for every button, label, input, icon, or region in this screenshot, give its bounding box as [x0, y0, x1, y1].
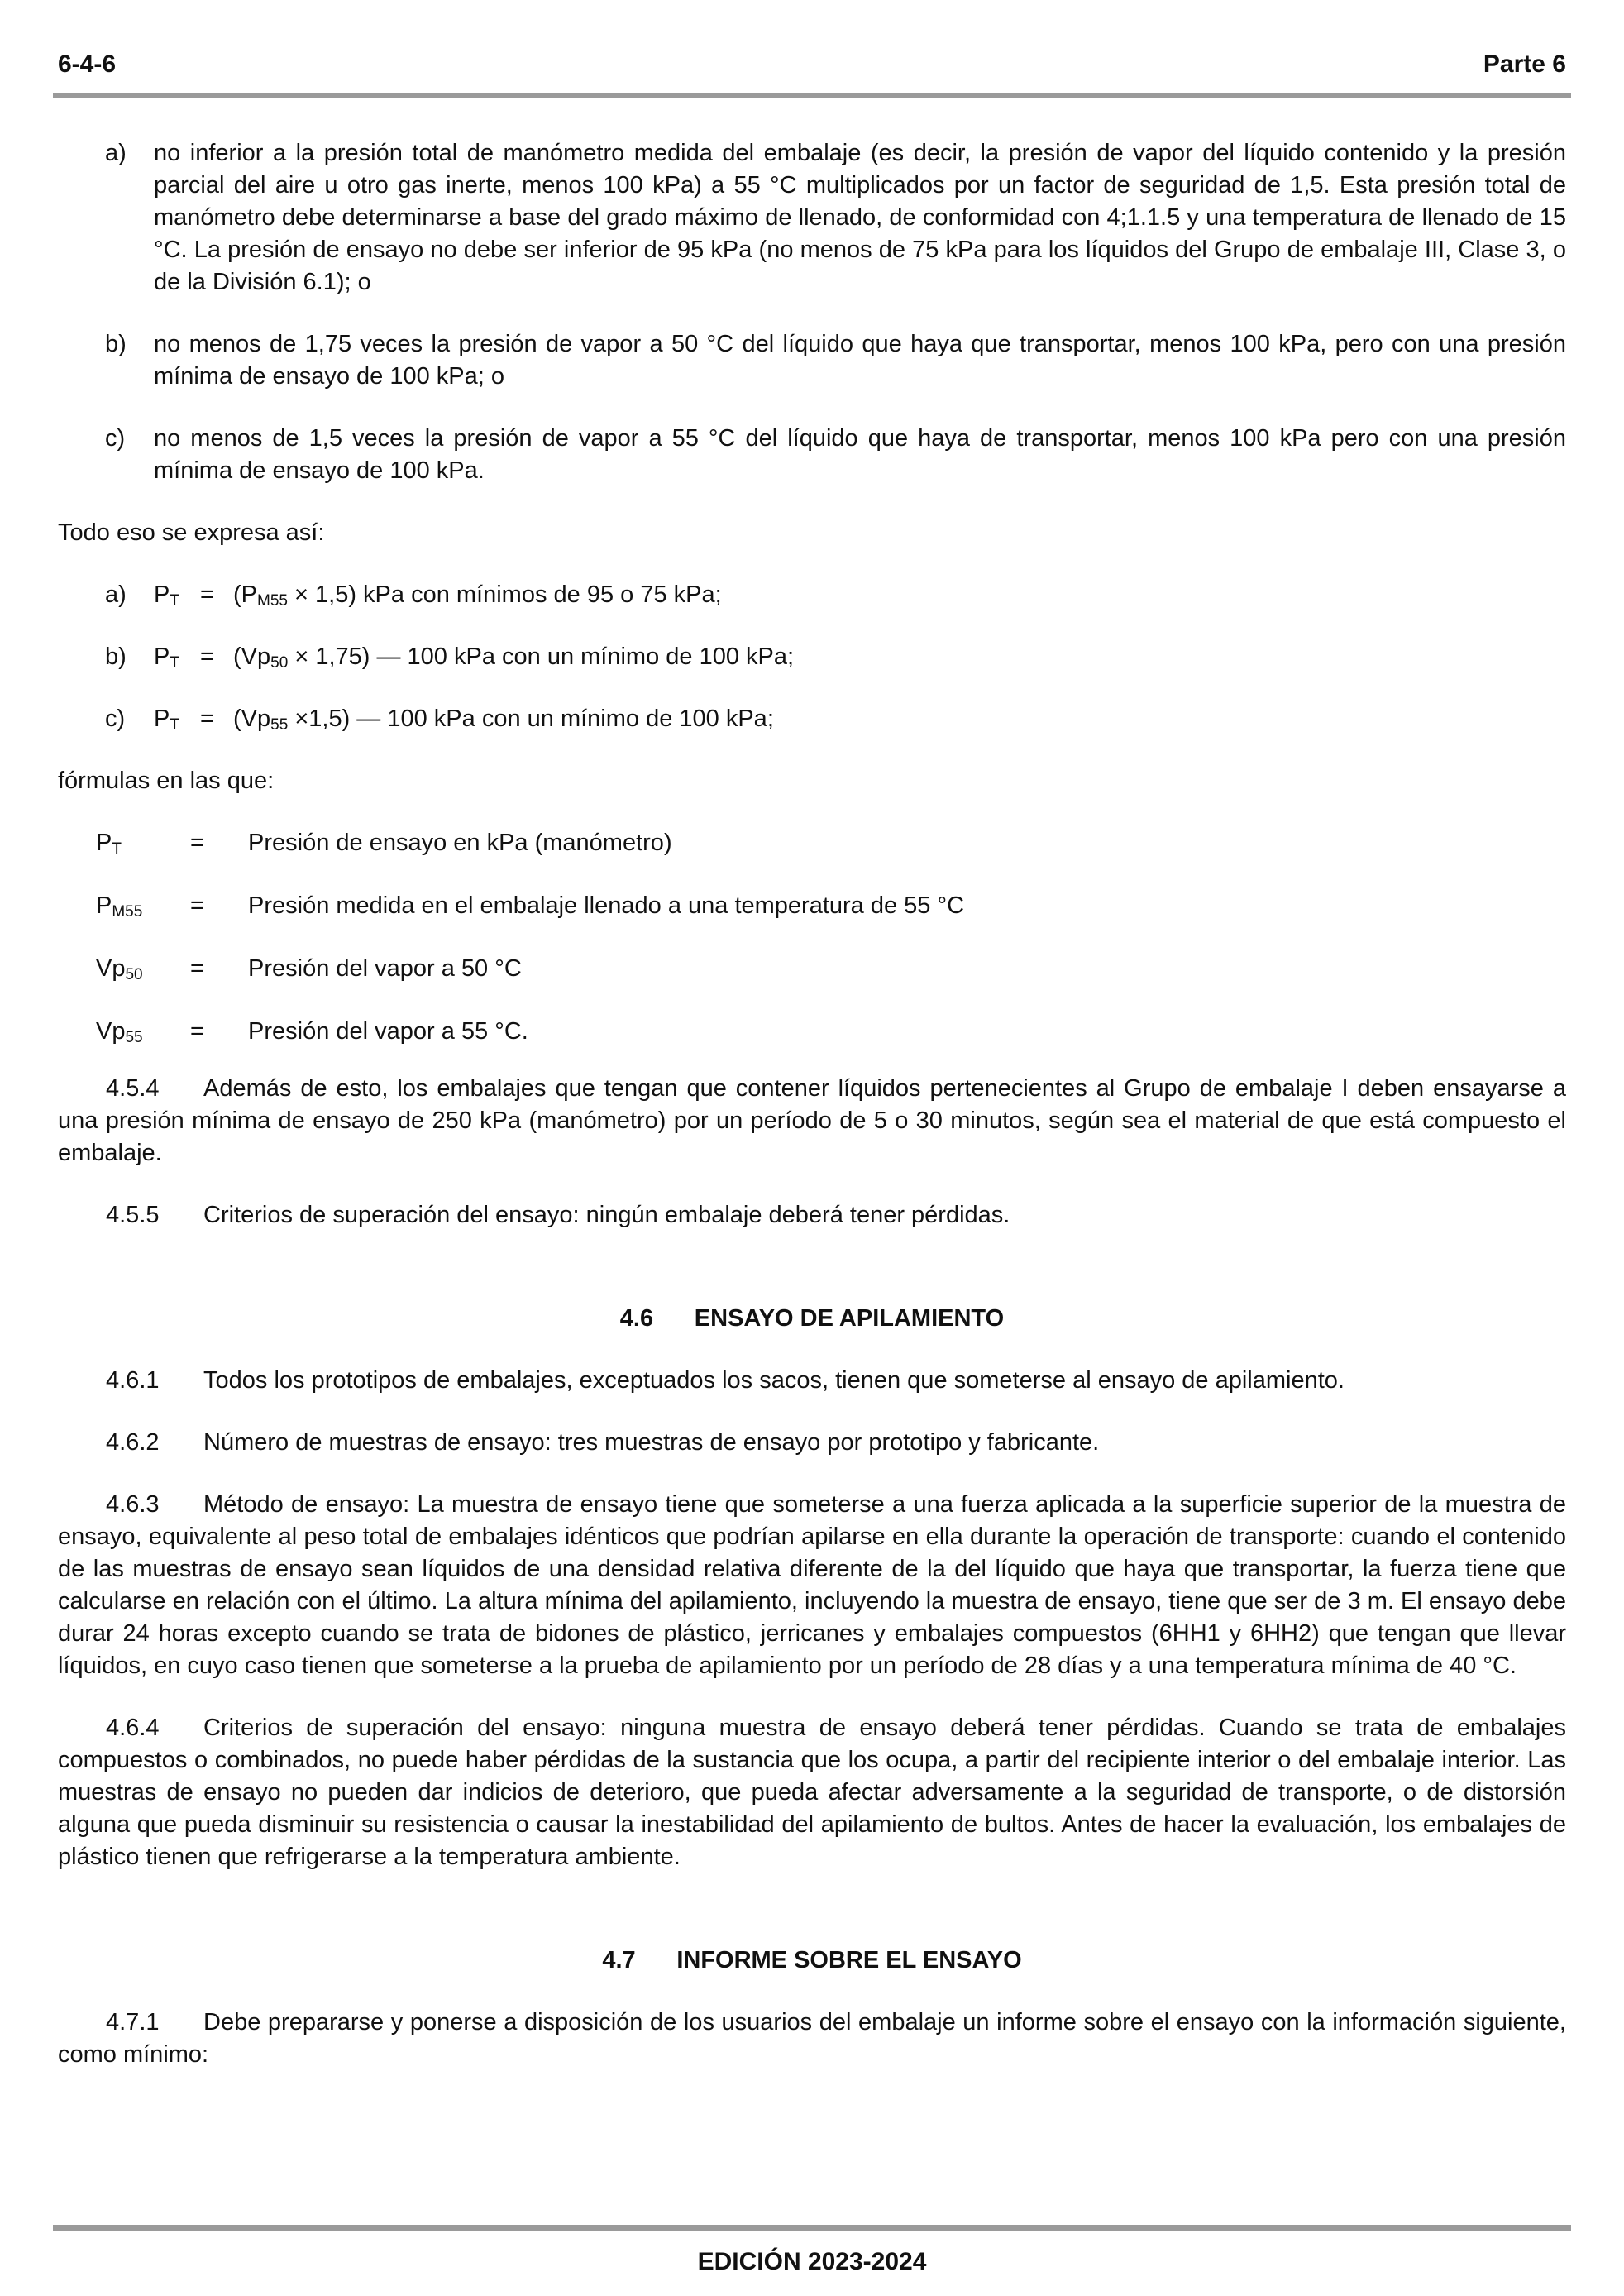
paragraph-number: 4.7.1 — [106, 2009, 160, 2035]
paragraph-4-7-1 — [58, 2007, 1566, 2071]
paragraph-4-6-2 — [58, 1427, 1566, 1459]
definition-symbol: $Vp_{55}$ — [96, 1018, 143, 1046]
definition-row — [58, 1016, 1566, 1048]
definition-text: Presión del vapor a 50 °C — [248, 955, 522, 982]
definition-symbol: $Vp_{50}$ — [96, 955, 143, 983]
formula-equals: = — [200, 581, 214, 608]
paragraph-number: 4.6.4 — [106, 1715, 160, 1741]
section-heading-4-7 — [58, 1944, 1566, 1977]
header-rule — [53, 93, 1571, 98]
item-label: b) — [105, 331, 127, 357]
section-title: INFORME SOBRE EL ENSAYO — [676, 1947, 1022, 1973]
formula-equals: = — [200, 706, 214, 732]
formula-row — [58, 579, 1566, 611]
definition-row — [58, 890, 1566, 922]
formula-symbol: $P_T$ — [154, 581, 179, 610]
paragraph-text: Número de muestras de ensayo: tres muestras de ensayo por prototipo y fabricante. — [203, 1429, 1100, 1456]
formula-expression: $(P_{M55} \times 1,5)$ kPa con mínimos de 95 o 75 kPa; — [233, 581, 722, 610]
paragraph-4-5-4 — [58, 1073, 1566, 1170]
definition-text: Presión de ensayo en kPa (manómetro) — [248, 830, 672, 856]
formulas-intro: fórmulas en las que: — [58, 768, 275, 794]
paragraph-text: Todos los prototipos de embalajes, exceptuados los sacos, tienen que someterse al ensayo de apilamiento. — [203, 1367, 1345, 1394]
paragraph-number: 4.6.3 — [106, 1491, 160, 1518]
definition-equals: = — [190, 955, 204, 982]
definition-row — [58, 953, 1566, 985]
edition-footer: EDICIÓN 2023-2024 — [697, 2248, 927, 2275]
paragraph-4-6-1 — [58, 1365, 1566, 1397]
formula-expression: $(Vp_{50} \times 1,75)$ — 100 kPa con un mínimo de 100 kPa; — [233, 643, 795, 672]
item-label: a) — [105, 140, 127, 166]
page-body — [58, 137, 1566, 2101]
section-number: 4.6 — [619, 1305, 654, 1332]
paragraph-number: 4.6.1 — [106, 1367, 160, 1394]
formula-symbol: $P_T$ — [154, 706, 179, 734]
definition-symbol: $P_T$ — [96, 830, 122, 858]
definition-text: Presión del vapor a 55 °C. — [248, 1018, 528, 1045]
paragraph-text: Criterios de superación del ensayo: ningún embalaje deberá tener pérdidas. — [203, 1202, 1010, 1228]
formula-label: a) — [105, 581, 127, 608]
section-number: 4.7 — [602, 1947, 636, 1973]
section-title: ENSAYO DE APILAMIENTO — [694, 1305, 1005, 1332]
definition-symbol: $P_{M55}$ — [96, 892, 143, 921]
definitions-list — [58, 827, 1566, 1048]
page-header — [58, 48, 1566, 84]
paragraph-4-5-5 — [58, 1199, 1566, 1232]
list-item — [58, 328, 1566, 393]
paragraph-text: Además de esto, los embalajes que tengan que contener líquidos pertenecientes al Grupo de embalaje I deben ensayarse a una presión mínima de ensayo de 250 kPa (manómetro) por un período de 5 o 30 minutos, según sea el material de que está compuesto el embalaje. — [58, 1075, 1566, 1166]
paragraph-text: Debe prepararse y ponerse a disposición de los usuarios del embalaje un informe sobre el ensayo con la información siguiente, como mínimo: — [58, 2009, 1566, 2068]
part-label: Parte 6 — [1483, 50, 1566, 78]
expressed-intro: Todo eso se expresa así: — [58, 519, 325, 546]
paragraph-number: 4.6.2 — [106, 1429, 160, 1456]
section-heading-4-6 — [58, 1303, 1566, 1335]
page-number: 6-4-6 — [58, 50, 117, 78]
paragraph-text: Criterios de superación del ensayo: ninguna muestra de ensayo deberá tener pérdidas. Cuando se trata de embalajes compuestos o combinados, no puede haber pérdidas de la sustancia que los ocupa, a partir del recipiente interior o del embalaje interior. Las muestras de ensayo no pueden dar indicios de deterioro, que pueda afectar adversamente a la seguridad de transporte, o de distorsión alguna que pueda disminuir su resistencia o causar la inestabilidad del apilamiento de bultos. Antes de hacer la evaluación, los embalajes de plástico tienen que refrigerarse a la temperatura ambiente. — [58, 1715, 1566, 1870]
definition-equals: = — [190, 1018, 204, 1045]
formula-row — [58, 703, 1566, 735]
item-text: no menos de 1,5 veces la presión de vapor a 55 °C del líquido que haya de transportar, menos 100 kPa pero con una presión mínima de ensayo de 100 kPa. — [154, 425, 1566, 484]
item-label: c) — [105, 425, 126, 452]
formula-symbol: $P_T$ — [154, 643, 179, 672]
paragraph-number: 4.5.4 — [106, 1075, 160, 1102]
item-text: no inferior a la presión total de manómetro medida del embalaje (es decir, la presión de vapor del líquido contenido y la presión parcial del aire u otro gas inerte, menos 100 kPa) a 55 °C multiplicados por un factor de seguridad de 1,5. Esta presión total de manómetro debe determinarse a base del grado máximo de llenado, de conformidad con 4;1.1.5 y una temperatura de llenado de 15 °C. La presión de ensayo no debe ser inferior de 95 kPa (no menos de 75 kPa para los líquidos del Grupo de embalaje III, Clase 3, o de la División 6.1); o — [154, 140, 1566, 295]
paragraph-text: Método de ensayo: La muestra de ensayo tiene que someterse a una fuerza aplicada a la superficie superior de la muestra de ensayo, equivalente al peso total de embalajes idénticos que podrían apilarse en ella durante la operación de transporte: cuando el contenido de las muestras de ensayo sean líquidos de una densidad relativa diferente de la del líquido que haya que transportar, la fuerza tiene que calcularse en relación con el último. La altura mínima del apilamiento, incluyendo la muestra de ensayo, tiene que ser de 3 m. El ensayo debe durar 24 horas excepto cuando se trata de bidones de plástico, jerricanes y embalajes compuestos (6HH1 y 6HH2) que tengan que llevar líquidos, en cuyo caso tienen que someterse a la prueba de apilamiento por un período de 28 días y a una temperatura mínima de 40 °C. — [58, 1491, 1566, 1679]
formula-expression: $(Vp_{55} \times 1,5)$ — 100 kPa con un mínimo de 100 kPa; — [233, 706, 774, 734]
definition-row — [58, 827, 1566, 859]
item-text: no menos de 1,75 veces la presión de vapor a 50 °C del líquido que haya que transportar, menos 100 kPa, pero con una presión mínima de ensayo de 100 kPa; o — [154, 331, 1566, 390]
definition-equals: = — [190, 892, 204, 919]
list-item — [58, 137, 1566, 299]
formula-row — [58, 641, 1566, 673]
definition-equals: = — [190, 830, 204, 856]
definition-text: Presión medida en el embalaje llenado a una temperatura de 55 °C — [248, 892, 965, 919]
footer-rule — [53, 2225, 1571, 2231]
paragraph-number: 4.5.5 — [106, 1202, 160, 1228]
list-item — [58, 423, 1566, 487]
formula-label: b) — [105, 643, 127, 670]
formula-label: c) — [105, 706, 126, 732]
paragraph-4-6-3 — [58, 1489, 1566, 1682]
paragraph-4-6-4 — [58, 1712, 1566, 1873]
formula-equals: = — [200, 643, 214, 670]
